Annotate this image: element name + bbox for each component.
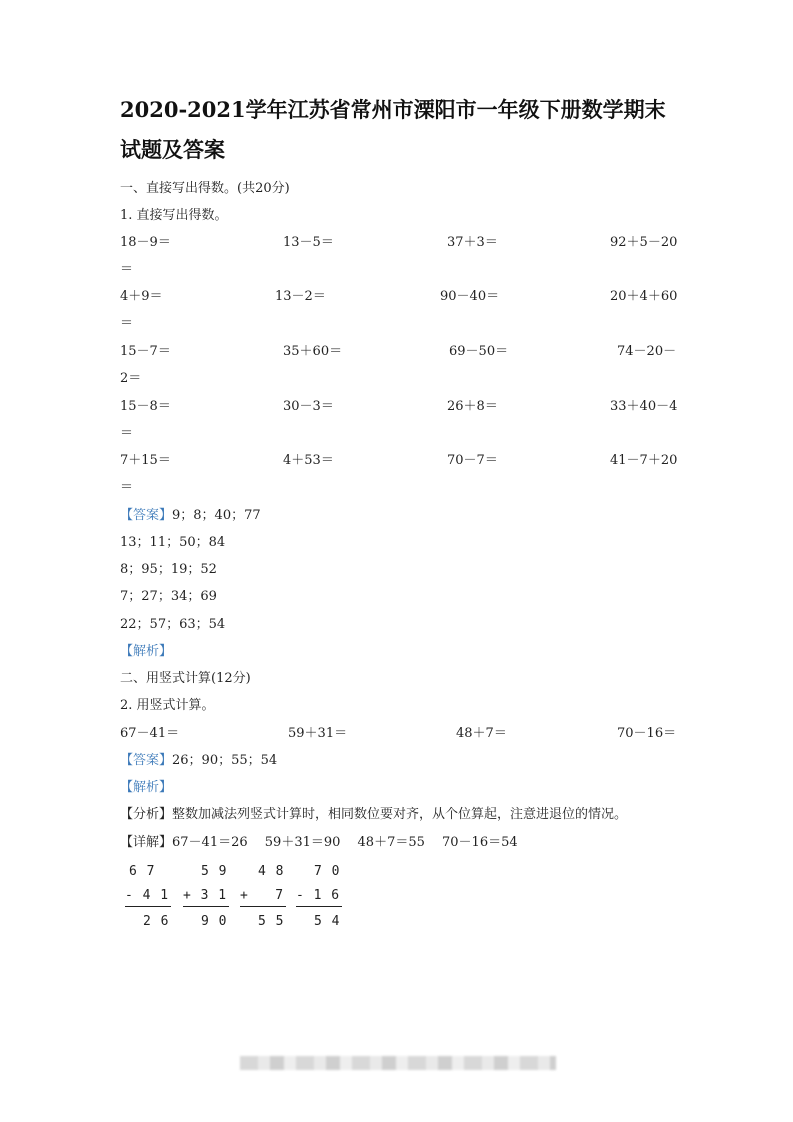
analysis-tag: 【解析】 bbox=[120, 644, 173, 659]
problem: 41－7＋20 bbox=[610, 453, 678, 468]
problem: 13－5＝ bbox=[283, 235, 334, 250]
vertical-result: 5 4 bbox=[314, 914, 341, 929]
answer-tag: 【答案】 bbox=[120, 753, 173, 768]
vertical-mid: + 7 bbox=[240, 888, 285, 903]
problem-wrap: ＝ bbox=[120, 480, 134, 495]
problem: 30－3＝ bbox=[283, 399, 334, 414]
vertical-top: 4 8 bbox=[258, 864, 285, 879]
fenxi-tag: 【分析】 bbox=[120, 807, 173, 822]
answer-text: 26；90；55；54 bbox=[172, 753, 278, 768]
problem: 4＋9＝ bbox=[120, 289, 163, 304]
answer-tag: 【答案】 bbox=[120, 508, 173, 523]
section2-question: 2. 用竖式计算。 bbox=[120, 698, 215, 713]
vertical-mid: + 3 1 bbox=[183, 888, 228, 903]
problem: 13－2＝ bbox=[275, 289, 326, 304]
fenxi-line bbox=[120, 806, 627, 824]
problem: 92＋5－20 bbox=[610, 235, 678, 250]
problem: 67－41＝ bbox=[120, 726, 180, 741]
problem: 33＋40－4 bbox=[610, 399, 678, 414]
problem: 4＋53＝ bbox=[283, 453, 334, 468]
section1-heading: 一、直接写出得数。(共20分) bbox=[120, 181, 290, 196]
vertical-result: 9 0 bbox=[201, 914, 228, 929]
answer-line bbox=[120, 507, 261, 525]
fenxi-text: 整数加减法列竖式计算时，相同数位要对齐，从个位算起，注意进退位的情况。 bbox=[172, 807, 628, 822]
problem: 26＋8＝ bbox=[447, 399, 498, 414]
section1-question: 1. 直接写出得数。 bbox=[120, 208, 228, 223]
answer-line: 22；57；63；54 bbox=[120, 617, 226, 632]
vertical-top: 6 7 bbox=[129, 864, 156, 879]
vertical-rule bbox=[296, 906, 342, 907]
problem: 74－20－ bbox=[617, 344, 677, 359]
problem: 35＋60＝ bbox=[283, 344, 343, 359]
problem: 7＋15＝ bbox=[120, 453, 171, 468]
answer-line: 7；27；34；69 bbox=[120, 589, 217, 604]
problem-wrap: ＝ bbox=[120, 426, 134, 441]
detail-text: 67－41＝26 59＋31＝90 48＋7＝55 70－16＝54 bbox=[172, 835, 518, 850]
answer-text: 9；8；40；77 bbox=[172, 508, 261, 523]
vertical-mid: - 4 1 bbox=[125, 888, 170, 903]
problem: 48＋7＝ bbox=[456, 726, 507, 741]
problem-wrap: ＝ bbox=[120, 262, 134, 277]
answer-line: 13；11；50；84 bbox=[120, 535, 226, 550]
problem: 59＋31＝ bbox=[288, 726, 348, 741]
page-title: 2020-2021学年江苏省常州市溧阳市一年级下册数学期末试题及答案 bbox=[120, 97, 666, 162]
problem-wrap: ＝ bbox=[120, 316, 134, 331]
blurred-watermark bbox=[240, 1056, 556, 1070]
vertical-mid: - 1 6 bbox=[296, 888, 341, 903]
problem: 37＋3＝ bbox=[447, 235, 498, 250]
problem: 70－16＝ bbox=[617, 726, 677, 741]
vertical-rule bbox=[183, 906, 229, 907]
problem: 15－8＝ bbox=[120, 399, 171, 414]
vertical-rule bbox=[240, 906, 286, 907]
problem: 70－7＝ bbox=[447, 453, 498, 468]
detail-line bbox=[120, 834, 518, 852]
problem: 69－50＝ bbox=[449, 344, 509, 359]
problem: 18－9＝ bbox=[120, 235, 171, 250]
problem: 20＋4＋60 bbox=[610, 289, 678, 304]
answer-line bbox=[120, 752, 277, 770]
analysis-tag: 【解析】 bbox=[120, 780, 173, 795]
problem: 15－7＝ bbox=[120, 344, 171, 359]
vertical-rule bbox=[125, 906, 171, 907]
vertical-result: 2 6 bbox=[143, 914, 170, 929]
vertical-result: 5 5 bbox=[258, 914, 285, 929]
vertical-top: 7 0 bbox=[314, 864, 341, 879]
vertical-top: 5 9 bbox=[201, 864, 228, 879]
answer-line: 8；95；19；52 bbox=[120, 562, 217, 577]
section2-heading: 二、用竖式计算(12分) bbox=[120, 671, 251, 686]
detail-tag: 【详解】 bbox=[120, 835, 173, 850]
problem: 90－40＝ bbox=[440, 289, 500, 304]
problem-wrap: 2＝ bbox=[120, 371, 142, 386]
